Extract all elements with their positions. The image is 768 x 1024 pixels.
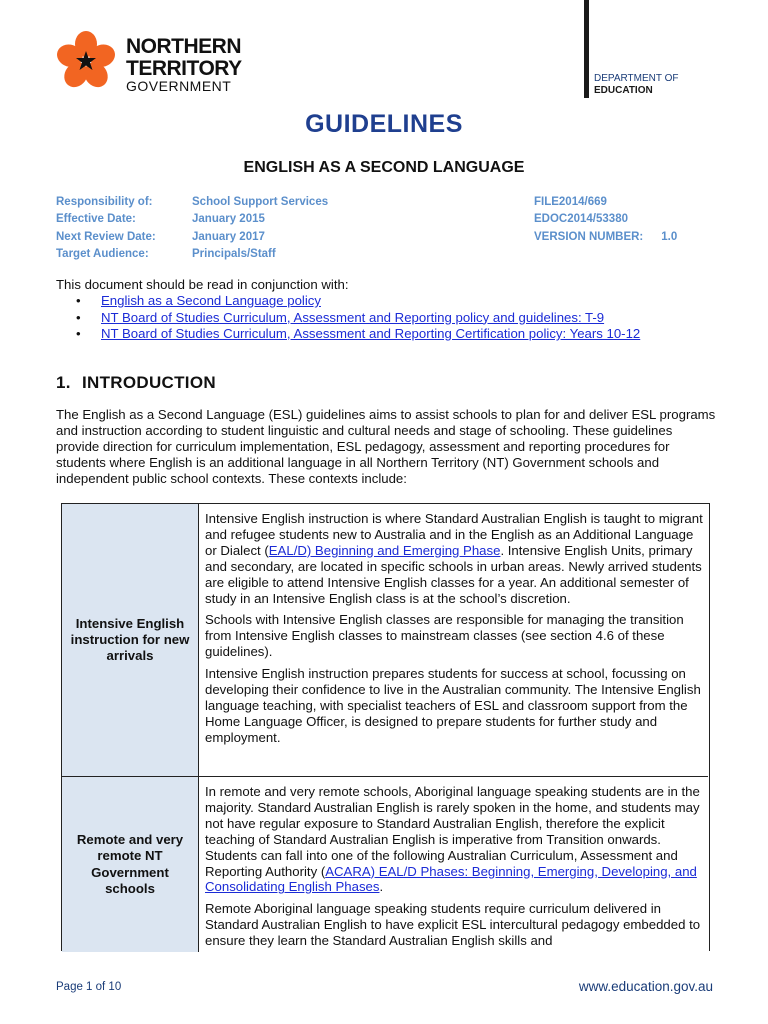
meta-label: Next Review Date: bbox=[56, 230, 156, 243]
meta-label: Target Audience: bbox=[56, 247, 149, 260]
table-row bbox=[62, 777, 708, 952]
section-title: INTRODUCTION bbox=[82, 373, 216, 392]
contexts-table bbox=[61, 503, 710, 951]
list-item bbox=[76, 310, 640, 327]
meta-file-info bbox=[534, 194, 677, 246]
table-row bbox=[62, 504, 708, 777]
edoc-number: EDOC2014/53380 bbox=[534, 213, 628, 226]
page-number: Page 1 of 10 bbox=[56, 981, 122, 993]
related-doc-link[interactable]: NT Board of Studies Curriculum, Assessment and Reporting policy and guidelines: T-9 bbox=[101, 309, 605, 325]
intro-paragraph: The English as a Second Language (ESL) guidelines aims to assist schools to plan for and deliver ESL programs and instruction according to student linguistic and cultural needs and stage of schooling. These guidelines provide direction for curriculum implementation, ESL pedagogy, assessment and reporting procedures for students where English is an additional language in all Northern Territory (NT) Government schools and independent public school contexts. These contexts include: bbox=[56, 407, 716, 486]
text-run: . bbox=[379, 879, 384, 895]
row-paragraph: Remote Aboriginal language speaking students require curriculum delivered in Standard Australian English to have explicit ESL intercultural pedagogy embedded to ensure they learn the Standard Australian English skills and bbox=[205, 901, 701, 949]
meta-values bbox=[192, 194, 328, 263]
conjunction-lead: This document should be read in conjunction with: bbox=[56, 277, 349, 292]
logo-line-2: TERRITORY bbox=[126, 57, 242, 80]
row-content bbox=[205, 511, 703, 752]
row-label: Intensive English instruction for new arrivals bbox=[62, 504, 199, 776]
meta-value: Principals/Staff bbox=[192, 247, 276, 260]
row-paragraph: Schools with Intensive English classes are responsible for managing the transition from Intensive English classes to mainstream classes (see section 4.6 of these guidelines). bbox=[205, 612, 684, 660]
related-doc-link[interactable]: English as a Second Language policy bbox=[101, 293, 321, 308]
related-documents-list bbox=[76, 293, 640, 343]
section-number: 1. bbox=[56, 373, 71, 392]
flower-emblem-icon bbox=[52, 28, 122, 94]
department-divider bbox=[584, 0, 589, 98]
meta-value: School Support Services bbox=[192, 196, 329, 208]
row-paragraph bbox=[205, 784, 703, 895]
eal-d-phase-link[interactable]: EAL/D) Beginning and Emerging Phase bbox=[268, 542, 501, 558]
row-paragraph bbox=[205, 511, 703, 606]
department-line-1: DEPARTMENT OF bbox=[594, 73, 679, 84]
row-label: Remote and very remote NT Government schools bbox=[62, 777, 199, 952]
department-label bbox=[594, 73, 678, 97]
page-title: GUIDELINES bbox=[305, 110, 463, 138]
logo-line-1: NORTHERN bbox=[126, 35, 241, 58]
logo-line-3: GOVERNMENT bbox=[126, 78, 232, 94]
row-paragraph: Intensive English instruction prepares students for success at school, focussing on developing their confidence to live in the Australian community. The Intensive English language teaching, with specialist teachers of ESL and classroom support from the Home Language Officer, is designed to prepare students for further study and employment. bbox=[205, 666, 701, 745]
related-doc-link[interactable]: NT Board of Studies Curriculum, Assessment and Reporting Certification policy: Years 10-12 bbox=[101, 326, 641, 341]
meta-value: January 2017 bbox=[192, 230, 265, 243]
website-link[interactable]: www.education.gov.au bbox=[578, 979, 713, 994]
row-content bbox=[205, 784, 703, 955]
version-value: 1.0 bbox=[661, 230, 678, 243]
version-label: VERSION NUMBER: bbox=[534, 230, 644, 243]
department-line-2: EDUCATION bbox=[594, 85, 653, 96]
list-item bbox=[76, 326, 640, 343]
page-subtitle: ENGLISH AS A SECOND LANGUAGE bbox=[243, 159, 525, 176]
version-row bbox=[534, 229, 677, 246]
meta-labels bbox=[56, 194, 156, 263]
logo-wordmark bbox=[126, 36, 242, 93]
text-run: In remote and very remote schools, Aboriginal language speaking students are in the majority. Standard Australian English is rarely spoken in the home, and students may not have regular exposure to Standard Australian English, therefore the explicit teaching of Standard Australian English is imperative from Transition onwards. Students can fall into one of the following Australian Curriculum, Assessment and Reporting Authority ( bbox=[205, 784, 700, 879]
acara-phases-link[interactable]: ACARA) EAL/D Phases: Beginning, Emerging, Developing, and Consolidating English Phases bbox=[205, 863, 697, 895]
meta-value: January 2015 bbox=[192, 213, 265, 226]
nt-government-logo bbox=[52, 28, 252, 98]
meta-label: Responsibility of: bbox=[56, 196, 153, 208]
list-item bbox=[76, 293, 640, 310]
file-number: FILE2014/669 bbox=[534, 196, 607, 208]
meta-label: Effective Date: bbox=[56, 213, 136, 226]
text-run: . Intensive English Units, primary and secondary, are located in specific schools in urban areas. Newly arrived students are eligible to attend Intensive English classes for a year. An additional semester of study in an Intensive English class is at the school’s discretion. bbox=[205, 542, 702, 606]
text-run: Intensive English instruction is where Standard Australian English is taught to migrant and refugee students new to Australia and in the English as an Additional Language or Dialect ( bbox=[205, 511, 703, 558]
section-heading bbox=[56, 373, 216, 393]
